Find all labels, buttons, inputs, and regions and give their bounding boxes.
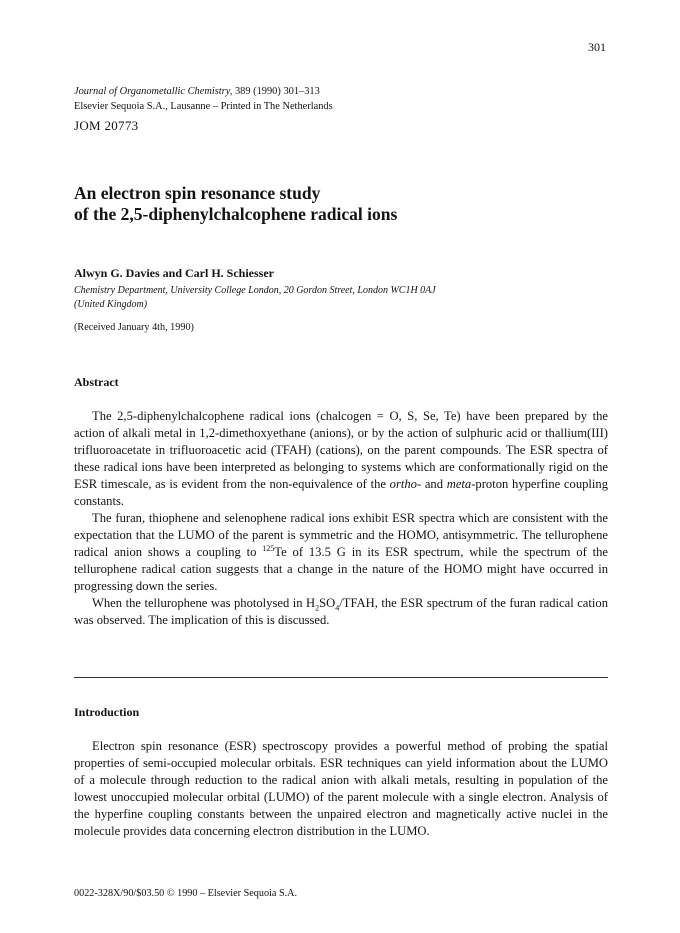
- received-date: (Received January 4th, 1990): [74, 322, 194, 333]
- abstract-body: [74, 408, 608, 629]
- journal-code: JOM 20773: [74, 118, 139, 133]
- journal-info: [74, 84, 620, 133]
- journal-citation: [74, 84, 620, 99]
- introduction-heading: Introduction: [74, 705, 140, 719]
- abstract-paragraph-1: The 2,5-diphenylchalcophene radical ions (chalcogen = O, S, Se, Te) have been prepared by the action of alkali metal in 1,2-dimethoxyethane (anions), or by the action of sulphuric acid or thallium(III) trifluoroacetate in trifluoroacetic acid (TFAH) (cations), on the parent compounds. The ESR spectra of these radical ions have been interpreted as belonging to systems which are conformationally rigid on the ESR timescale, as is evident from the non-equivalence of the ortho- and meta-proton hyperfine coupling constants.: [74, 409, 608, 508]
- title-line-2: of the 2,5-diphenylchalcophene radical ions: [74, 204, 398, 224]
- introduction-paragraph-1: Electron spin resonance (ESR) spectroscopy provides a powerful method of probing the spatial properties of semi-occupied molecular orbitals. ESR techniques can yield information about the LUMO of a molecule through reduction to the radical anion with alkali metals, resulting in population of the lowest unoccupied molecular orbital (LUMO) of the parent molecule with a single electron. Analysis of the hyperfine coupling constants between the unpaired electron and magnetically active nuclei in the molecule provides data concerning electron distribution in the LUMO.: [74, 739, 608, 838]
- affiliation-line-1: Chemistry Department, University College London, 20 Gordon Street, London WC1H 0AJ: [74, 285, 436, 296]
- paper-title: [74, 183, 620, 225]
- section-divider: [74, 677, 608, 678]
- journal-name: Journal of Organometallic Chemistry,: [74, 86, 233, 97]
- affiliation-line-2: (United Kingdom): [74, 299, 148, 310]
- footer-copyright: 0022-328X/90/$03.50 © 1990 – Elsevier Sequoia S.A.: [74, 888, 298, 899]
- journal-volume: 389 (1990) 301–313: [232, 86, 320, 97]
- authors: Alwyn G. Davies and Carl H. Schiesser: [74, 266, 275, 280]
- affiliation: [74, 284, 620, 312]
- journal-publisher: Elsevier Sequoia S.A., Lausanne – Printed in The Netherlands: [74, 101, 333, 112]
- title-line-1: An electron spin resonance study: [74, 183, 321, 203]
- introduction-body: [74, 738, 608, 840]
- abstract-paragraph-3: When the tellurophene was photolysed in $H_2SO_4$/TFAH, the ESR spectrum of the furan radical cation was observed. The implication of this is discussed.: [74, 596, 608, 627]
- abstract-paragraph-2: The furan, thiophene and selenophene radical ions exhibit ESR spectra which are consistent with the expectation that the LUMO of the parent is symmetric and the HOMO, antisymmetric. The tellurophene radical anion shows a coupling to $^{125}$Te of 13.5 G in its ESR spectrum, while the spectrum of the tellurophene radical cation suggests that a change in the nature of the HOMO might have occurred in progressing down the series.: [74, 511, 608, 593]
- page-number: 301: [588, 40, 606, 54]
- abstract-heading: Abstract: [74, 375, 119, 389]
